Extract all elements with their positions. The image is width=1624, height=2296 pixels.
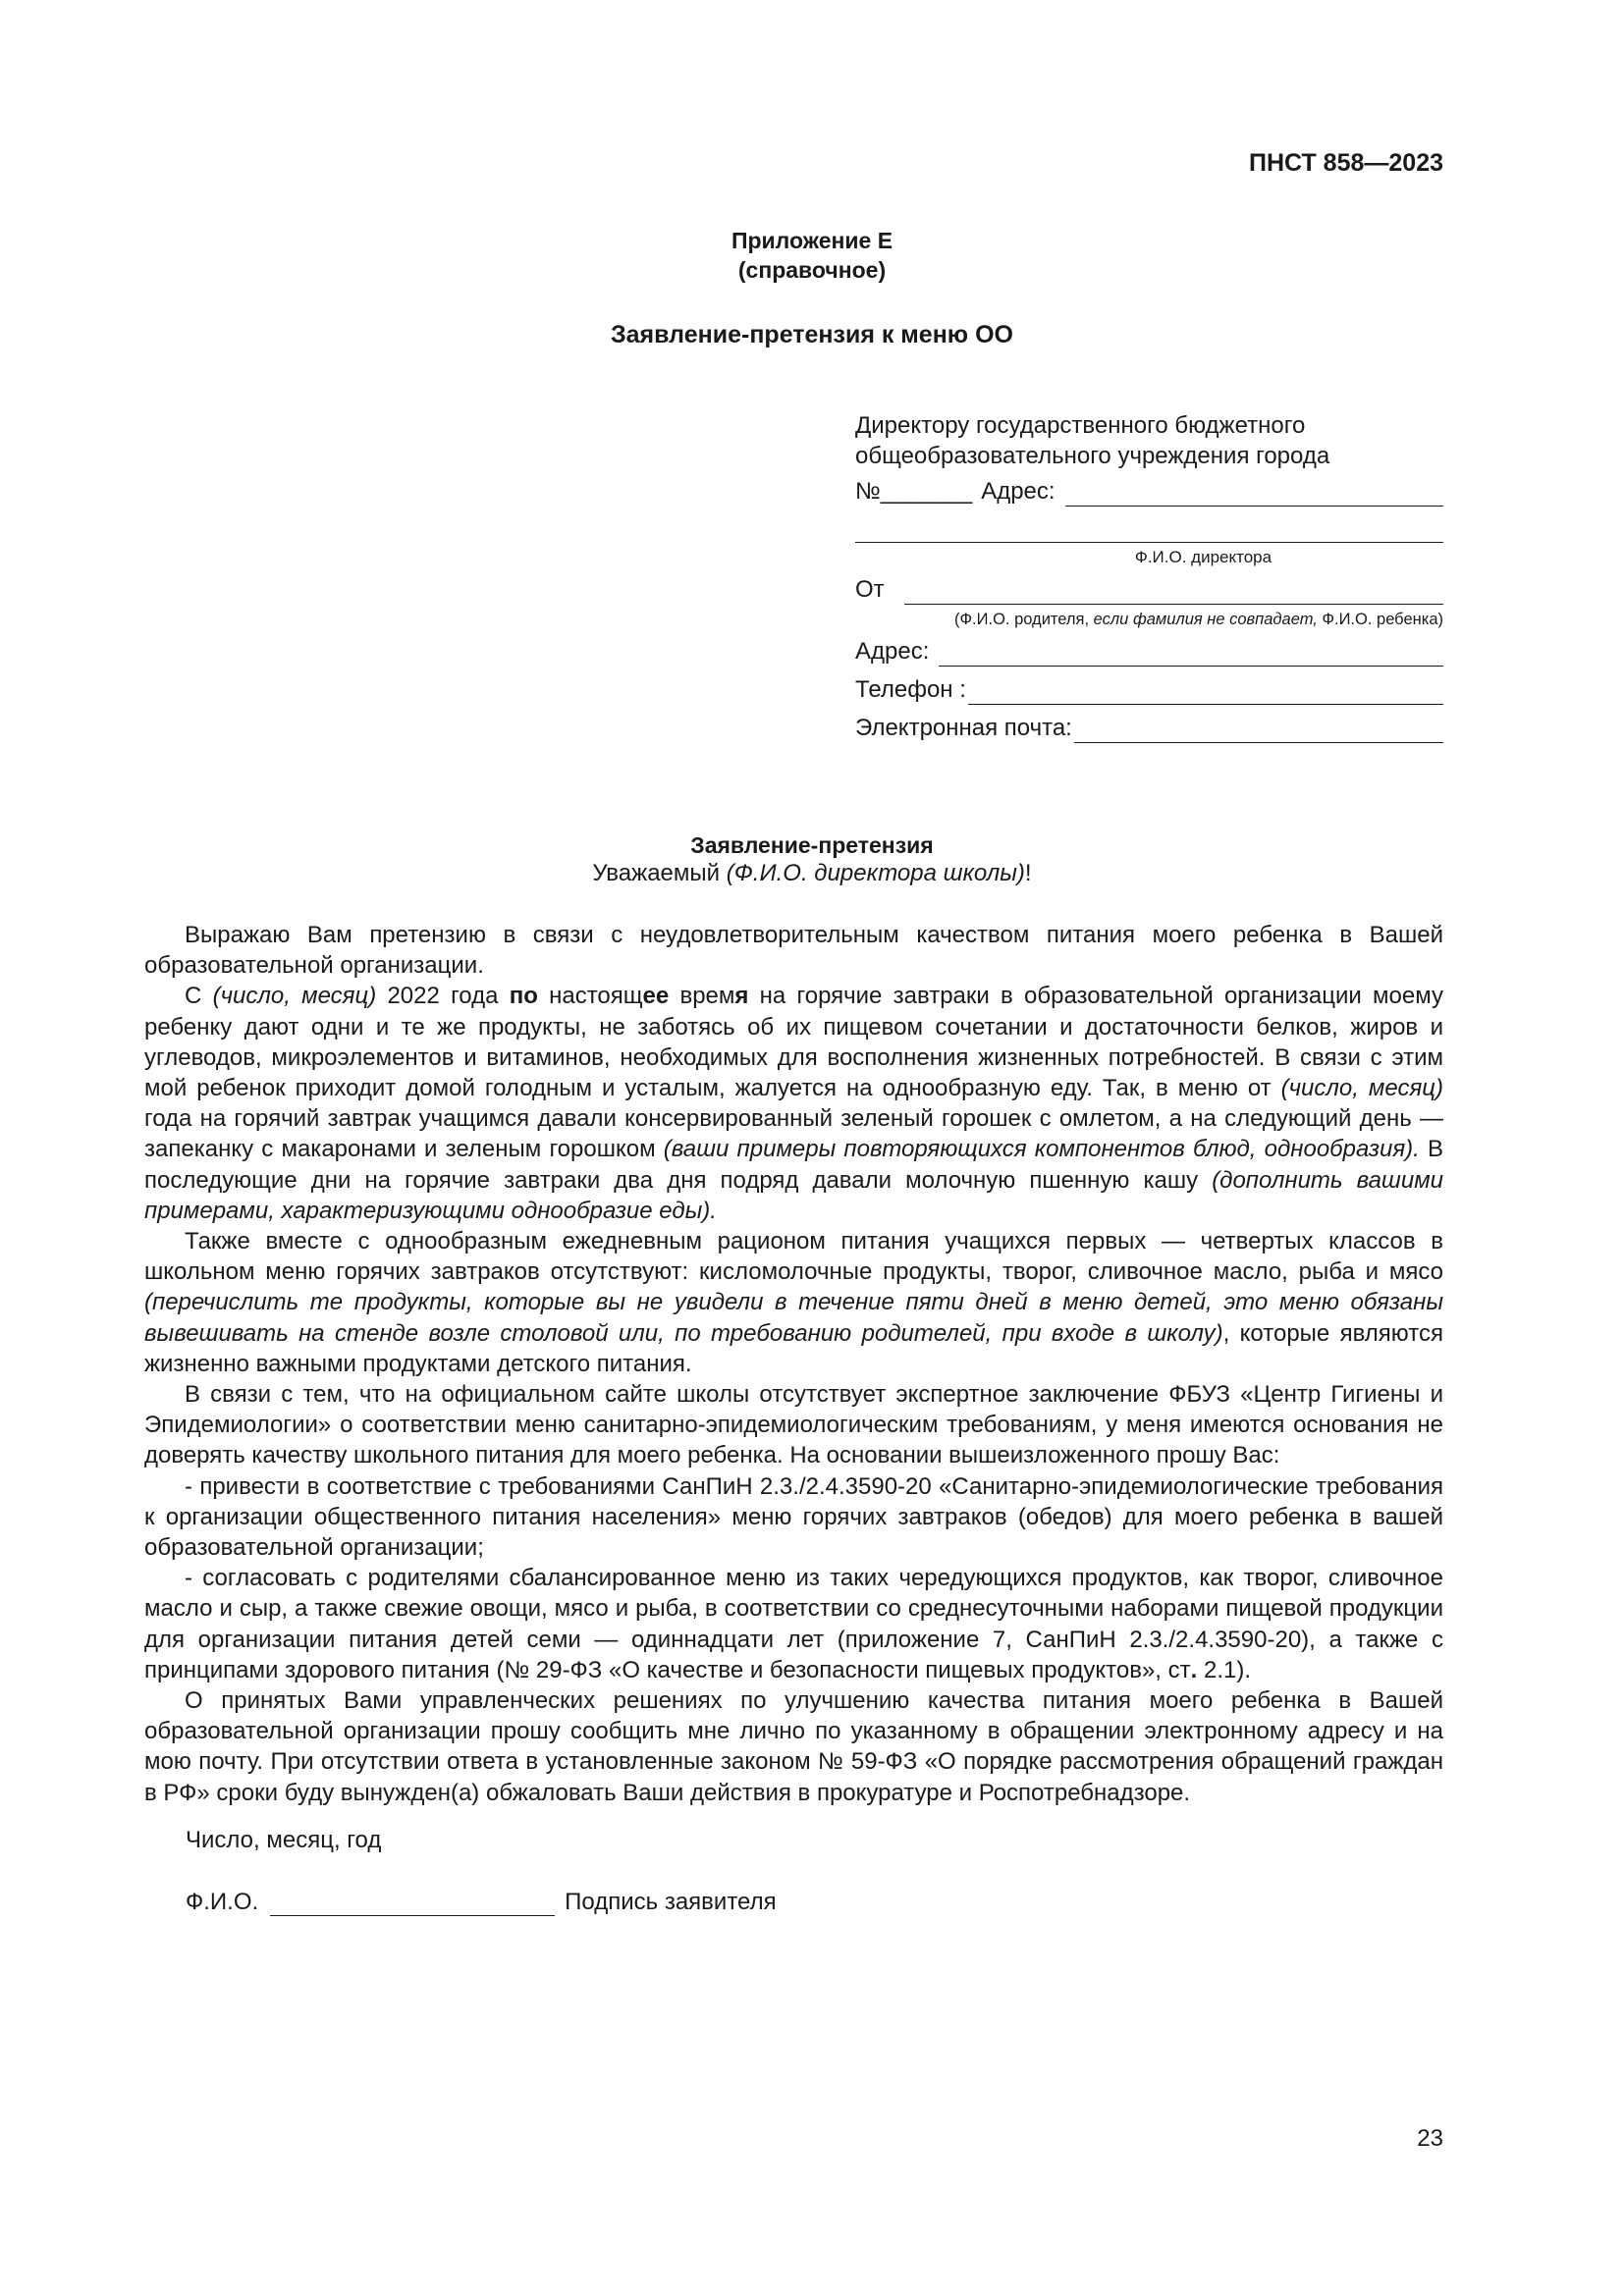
paragraph-2 (144, 981, 1443, 1226)
from-field[interactable] (904, 580, 1443, 605)
phone-field[interactable] (968, 680, 1443, 705)
p2-text: С (185, 983, 213, 1010)
signature-label: Подпись заявителя (565, 1889, 777, 1915)
signature-row (186, 1889, 777, 1916)
p3-text: , которые являются жизненно важными продуктами детского питания. (144, 1319, 1443, 1377)
phone-label: Телефон : (855, 676, 966, 703)
address-field[interactable] (1065, 482, 1443, 507)
letter-greeting (0, 860, 1624, 887)
from-row (855, 574, 1443, 605)
phone-row (855, 674, 1443, 705)
p2-italic: (число, месяц) (212, 983, 377, 1010)
p6-text: 2.1). (1197, 1656, 1252, 1683)
greeting-start: Уважаемый (592, 860, 727, 886)
greeting-italic: (Ф.И.О. директора школы) (726, 860, 1025, 886)
p2-text: настоящ (537, 983, 643, 1010)
p2-italic: (число, месяц) (1280, 1075, 1443, 1102)
email-field[interactable] (1074, 719, 1443, 743)
appendix-label: Приложение Е (731, 228, 893, 253)
p3-italic: (перечислить те продукты, которые вы не увидели в течение пяти дней в меню детей, это меню обязаны вывешивать на стенде возле столовой или, по требованию родителей, при входе в школу) (144, 1289, 1443, 1347)
p3-text: Также вместе с однообразным ежедневным рационом питания учащихся первых — четвертых классов в школьном меню горячих завтраков отсутствуют: кисломолочные продукты, творог, сливочное масло, рыба и мясо (144, 1228, 1443, 1286)
appendix-type: (справочное) (737, 257, 887, 283)
greeting-end: ! (1024, 860, 1032, 886)
letter-title: Заявление-претензия (690, 832, 934, 858)
date-label: Число, месяц, год (186, 1827, 382, 1853)
p2-italic: (ваши примеры повторяющихся компонентов блюд, однообразия). (663, 1136, 1420, 1163)
document-title: Заявление-претензия к меню ОО (610, 321, 1013, 348)
p6-bold: . (1190, 1656, 1198, 1683)
standard-number: ПНСТ 858—2023 (1249, 149, 1443, 177)
paragraph-4: В связи с тем, что на официальном сайте школы отсутствует экспертное заключение ФБУЗ «Центр Гигиены и Эпидемиологии» о соответствии меню санитарно-эпидемиологическим требованиям, у меня имеются основания не доверять качеству школьного питания для моего ребенка. На основании вышеизложенного прошу Вас: (144, 1381, 1443, 1469)
addressee-line-1: Директору государственного бюджетного (855, 412, 1306, 439)
number-label: №_______ (855, 478, 973, 505)
p2-text: 2022 года (376, 983, 510, 1010)
p2-text: на горячие завтраки в образовательной организации моему ребенку дают одни и те же продукты, не заботясь об их пищевом сочетании и достаточности белков, жиров и углеводов, микроэлементов и витаминов, необходимых для восполнения жизненных потребностей. В связи с этим мой ребенок приходит домой голодным и усталым, жалуется на однообразную еду. Так, в меню от (144, 983, 1443, 1102)
parent-caption-italic: если фамилия не совпадает, (1093, 611, 1318, 628)
p6-text: - согласовать с родителями сбалансированное меню из таких чередующихся продуктов, как творог, сливочное масло и сыр, а также свежие овощи, мясо и рыба, в соответствии со среднесуточными наборами пищевой продукции для организации питания детей семи — одиннадцати лет (приложение 7, СанПиН 2.3./2.4.3590-20), а также с принципами здорового питания (№ 29-ФЗ «О качестве и безопасности пищевых продуктов», ст (144, 1565, 1443, 1683)
director-caption: Ф.И.О. директора (1134, 548, 1272, 566)
addressee-block (855, 410, 1443, 743)
paragraph-1: Выражаю Вам претензию в связи с неудовлетворительным качеством питания моего ребенка в Вашей образовательной организации. (144, 922, 1443, 980)
p2-bold: по (509, 983, 538, 1010)
director-name-field[interactable] (855, 512, 1443, 543)
addressee-line-2: общеобразовательного учреждения города (855, 443, 1330, 469)
address2-row (855, 636, 1443, 667)
page-number: 23 (1417, 2125, 1443, 2152)
paragraph-3 (144, 1226, 1443, 1379)
p2-italic: (дополнить вашими примерами, характеризующими однообразие еды). (144, 1166, 1443, 1224)
p2-bold: ее (642, 983, 670, 1010)
email-label: Электронная почта: (855, 715, 1072, 741)
name-label: Ф.И.О. (186, 1889, 259, 1915)
email-row (855, 713, 1443, 743)
paragraph-7: О принятых Вами управленческих решениях по улучшению качества питания моего ребенка в Вашей образовательной организации прошу сообщить мне лично по указанному в обращении электронному адресу и на мою почту. При отсутствии ответа в установленные законом № 59-ФЗ «О порядке рассмотрения обращений граждан в РФ» сроки буду вынужден(а) обжаловать Ваши действия в прокуратуре и Роспотребнадзоре. (144, 1687, 1443, 1806)
from-label: От (855, 576, 885, 603)
p2-text: врем (669, 983, 735, 1010)
p2-bold: я (734, 983, 749, 1010)
paragraph-5-request-item: - привести в соответствие с требованиями СанПиН 2.3./2.4.3590-20 «Санитарно-эпидемиологические требования к организации общественного питания населения» меню горячих завтраков (обедов) для моего ребенка в вашей образовательной организации; (144, 1472, 1443, 1562)
parent-caption-start: (Ф.И.О. родителя, (954, 611, 1094, 628)
p2-text: года на горячий завтрак учащимся давали консервированный зеленый горошек с омлетом, а на следующий день — запеканку с макаронами и зеленым горошком (144, 1105, 1443, 1163)
parent-caption (855, 609, 1443, 630)
appendix-heading (0, 226, 1624, 285)
letter-body (144, 920, 1443, 1808)
p2-text: В последующие дни на горячие завтраки два дня подряд давали молочную пшенную кашу (144, 1136, 1444, 1194)
paragraph-6-request-item (144, 1563, 1443, 1685)
address-label: Адрес: (981, 478, 1056, 505)
name-signature-field[interactable] (270, 1894, 555, 1916)
address2-field[interactable] (939, 642, 1443, 667)
number-address-row (855, 476, 1443, 507)
parent-caption-end: Ф.И.О. ребенка) (1317, 611, 1443, 628)
address2-label: Адрес: (855, 638, 930, 665)
